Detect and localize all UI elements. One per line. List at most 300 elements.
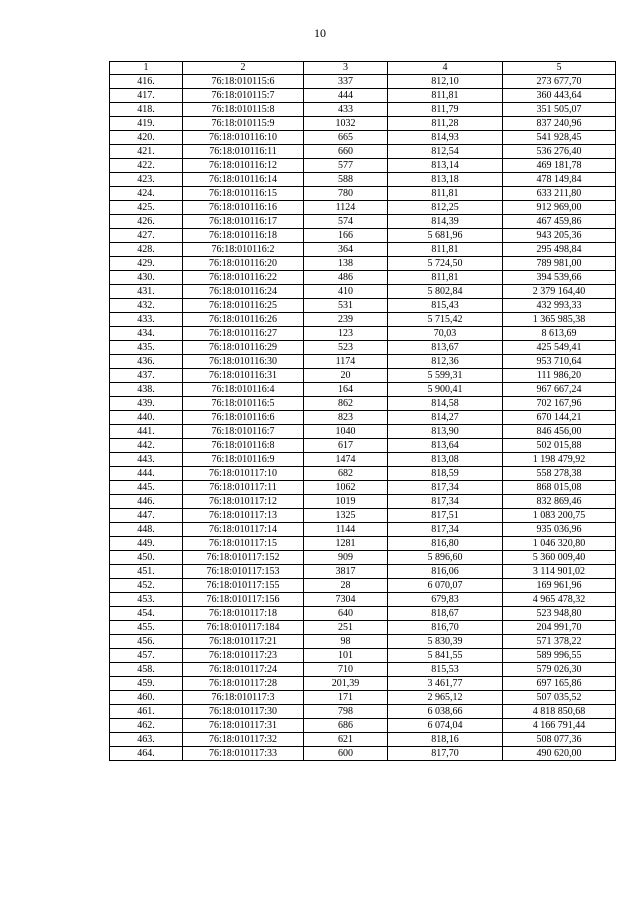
area-cell: 123 xyxy=(304,327,388,341)
row-number-cell: 429. xyxy=(110,257,183,271)
cadastral-number-cell: 76:18:010117:23 xyxy=(183,649,304,663)
cadastral-number-cell: 76:18:010117:21 xyxy=(183,635,304,649)
table-row xyxy=(110,593,616,607)
area-cell: 686 xyxy=(304,719,388,733)
area-cell: 640 xyxy=(304,607,388,621)
rate-cell: 817,34 xyxy=(388,481,503,495)
rate-cell: 813,67 xyxy=(388,341,503,355)
rate-cell: 817,70 xyxy=(388,747,503,761)
area-cell: 798 xyxy=(304,705,388,719)
rate-cell: 5 599,31 xyxy=(388,369,503,383)
row-number-cell: 446. xyxy=(110,495,183,509)
area-cell: 251 xyxy=(304,621,388,635)
area-cell: 1124 xyxy=(304,201,388,215)
cadastral-number-cell: 76:18:010116:15 xyxy=(183,187,304,201)
cadastral-number-cell: 76:18:010116:20 xyxy=(183,257,304,271)
table-row xyxy=(110,649,616,663)
value-cell: 360 443,64 xyxy=(503,89,616,103)
cadastral-number-cell: 76:18:010116:10 xyxy=(183,131,304,145)
value-cell: 953 710,64 xyxy=(503,355,616,369)
table-row xyxy=(110,215,616,229)
row-number-cell: 447. xyxy=(110,509,183,523)
row-number-cell: 443. xyxy=(110,453,183,467)
rate-cell: 2 965,12 xyxy=(388,691,503,705)
column-header-1: 1 xyxy=(110,62,183,75)
row-number-cell: 420. xyxy=(110,131,183,145)
rate-cell: 5 896,60 xyxy=(388,551,503,565)
rate-cell: 815,43 xyxy=(388,299,503,313)
row-number-cell: 442. xyxy=(110,439,183,453)
area-cell: 780 xyxy=(304,187,388,201)
table-row xyxy=(110,425,616,439)
table-row xyxy=(110,677,616,691)
rate-cell: 815,53 xyxy=(388,663,503,677)
value-cell: 351 505,07 xyxy=(503,103,616,117)
rate-cell: 70,03 xyxy=(388,327,503,341)
cadastral-number-cell: 76:18:010116:18 xyxy=(183,229,304,243)
value-cell: 8 613,69 xyxy=(503,327,616,341)
area-cell: 239 xyxy=(304,313,388,327)
value-cell: 169 961,96 xyxy=(503,579,616,593)
area-cell: 1032 xyxy=(304,117,388,131)
area-cell: 1174 xyxy=(304,355,388,369)
value-cell: 4 166 791,44 xyxy=(503,719,616,733)
value-cell: 837 240,96 xyxy=(503,117,616,131)
table-row xyxy=(110,663,616,677)
row-number-cell: 448. xyxy=(110,523,183,537)
area-cell: 574 xyxy=(304,215,388,229)
value-cell: 912 969,00 xyxy=(503,201,616,215)
rate-cell: 816,06 xyxy=(388,565,503,579)
value-cell: 5 360 009,40 xyxy=(503,551,616,565)
row-number-cell: 459. xyxy=(110,677,183,691)
table-row xyxy=(110,187,616,201)
cadastral-number-cell: 76:18:010117:30 xyxy=(183,705,304,719)
table-row xyxy=(110,481,616,495)
area-cell: 577 xyxy=(304,159,388,173)
rate-cell: 811,79 xyxy=(388,103,503,117)
area-cell: 98 xyxy=(304,635,388,649)
table-row xyxy=(110,131,616,145)
row-number-cell: 437. xyxy=(110,369,183,383)
cadastral-number-cell: 76:18:010116:12 xyxy=(183,159,304,173)
cadastral-number-cell: 76:18:010117:14 xyxy=(183,523,304,537)
area-cell: 1062 xyxy=(304,481,388,495)
cadastral-number-cell: 76:18:010116:11 xyxy=(183,145,304,159)
value-cell: 425 549,41 xyxy=(503,341,616,355)
row-number-cell: 441. xyxy=(110,425,183,439)
value-cell: 536 276,40 xyxy=(503,145,616,159)
cadastral-number-cell: 76:18:010117:153 xyxy=(183,565,304,579)
area-cell: 7304 xyxy=(304,593,388,607)
data-table xyxy=(109,61,616,761)
cadastral-number-cell: 76:18:010117:12 xyxy=(183,495,304,509)
area-cell: 862 xyxy=(304,397,388,411)
cadastral-number-cell: 76:18:010116:25 xyxy=(183,299,304,313)
cadastral-number-cell: 76:18:010116:6 xyxy=(183,411,304,425)
rate-cell: 813,90 xyxy=(388,425,503,439)
table-row xyxy=(110,201,616,215)
cadastral-number-cell: 76:18:010116:26 xyxy=(183,313,304,327)
rate-cell: 811,81 xyxy=(388,89,503,103)
cadastral-number-cell: 76:18:010116:30 xyxy=(183,355,304,369)
rate-cell: 3 461,77 xyxy=(388,677,503,691)
table-row xyxy=(110,537,616,551)
value-cell: 1 365 985,38 xyxy=(503,313,616,327)
area-cell: 3817 xyxy=(304,565,388,579)
value-cell: 478 149,84 xyxy=(503,173,616,187)
value-cell: 541 928,45 xyxy=(503,131,616,145)
value-cell: 394 539,66 xyxy=(503,271,616,285)
rate-cell: 813,14 xyxy=(388,159,503,173)
rate-cell: 6 070,07 xyxy=(388,579,503,593)
rate-cell: 5 681,96 xyxy=(388,229,503,243)
table-row xyxy=(110,341,616,355)
table-row xyxy=(110,509,616,523)
row-number-cell: 421. xyxy=(110,145,183,159)
table-row xyxy=(110,89,616,103)
rate-cell: 818,59 xyxy=(388,467,503,481)
area-cell: 1040 xyxy=(304,425,388,439)
row-number-cell: 464. xyxy=(110,747,183,761)
table-row xyxy=(110,467,616,481)
table-row xyxy=(110,719,616,733)
cadastral-number-cell: 76:18:010116:16 xyxy=(183,201,304,215)
table-row xyxy=(110,551,616,565)
table-row xyxy=(110,733,616,747)
area-cell: 1019 xyxy=(304,495,388,509)
rate-cell: 679,83 xyxy=(388,593,503,607)
rate-cell: 6 038,66 xyxy=(388,705,503,719)
rate-cell: 811,81 xyxy=(388,187,503,201)
rate-cell: 814,58 xyxy=(388,397,503,411)
row-number-cell: 456. xyxy=(110,635,183,649)
cadastral-number-cell: 76:18:010116:14 xyxy=(183,173,304,187)
area-cell: 28 xyxy=(304,579,388,593)
table-row xyxy=(110,747,616,761)
value-cell: 558 278,38 xyxy=(503,467,616,481)
row-number-cell: 458. xyxy=(110,663,183,677)
cadastral-number-cell: 76:18:010117:18 xyxy=(183,607,304,621)
area-cell: 171 xyxy=(304,691,388,705)
table-row xyxy=(110,243,616,257)
table-row xyxy=(110,285,616,299)
row-number-cell: 462. xyxy=(110,719,183,733)
value-cell: 1 198 479,92 xyxy=(503,453,616,467)
table-row xyxy=(110,229,616,243)
rate-cell: 812,10 xyxy=(388,75,503,89)
value-cell: 943 205,36 xyxy=(503,229,616,243)
area-cell: 201,39 xyxy=(304,677,388,691)
table-row xyxy=(110,355,616,369)
table-row xyxy=(110,691,616,705)
value-cell: 1 083 200,75 xyxy=(503,509,616,523)
cadastral-number-cell: 76:18:010117:24 xyxy=(183,663,304,677)
value-cell: 507 035,52 xyxy=(503,691,616,705)
table-row xyxy=(110,271,616,285)
table-row xyxy=(110,523,616,537)
cadastral-number-cell: 76:18:010115:8 xyxy=(183,103,304,117)
value-cell: 935 036,96 xyxy=(503,523,616,537)
cadastral-number-cell: 76:18:010117:32 xyxy=(183,733,304,747)
table-row xyxy=(110,75,616,89)
table-row xyxy=(110,313,616,327)
cadastral-number-cell: 76:18:010117:31 xyxy=(183,719,304,733)
table-row xyxy=(110,145,616,159)
value-cell: 670 144,21 xyxy=(503,411,616,425)
cadastral-number-cell: 76:18:010116:5 xyxy=(183,397,304,411)
table-row xyxy=(110,565,616,579)
table-row xyxy=(110,397,616,411)
cadastral-number-cell: 76:18:010115:9 xyxy=(183,117,304,131)
cadastral-number-cell: 76:18:010117:3 xyxy=(183,691,304,705)
area-cell: 823 xyxy=(304,411,388,425)
value-cell: 633 211,80 xyxy=(503,187,616,201)
cadastral-number-cell: 76:18:010116:9 xyxy=(183,453,304,467)
row-number-cell: 457. xyxy=(110,649,183,663)
cadastral-number-cell: 76:18:010117:152 xyxy=(183,551,304,565)
area-cell: 682 xyxy=(304,467,388,481)
table-row xyxy=(110,635,616,649)
value-cell: 204 991,70 xyxy=(503,621,616,635)
row-number-cell: 419. xyxy=(110,117,183,131)
value-cell: 3 114 901,02 xyxy=(503,565,616,579)
table-row xyxy=(110,579,616,593)
rate-cell: 816,70 xyxy=(388,621,503,635)
table-row xyxy=(110,495,616,509)
value-cell: 469 181,78 xyxy=(503,159,616,173)
row-number-cell: 450. xyxy=(110,551,183,565)
cadastral-number-cell: 76:18:010117:184 xyxy=(183,621,304,635)
value-cell: 4 965 478,32 xyxy=(503,593,616,607)
table-row xyxy=(110,159,616,173)
table-row xyxy=(110,607,616,621)
area-cell: 617 xyxy=(304,439,388,453)
cadastral-number-cell: 76:18:010117:155 xyxy=(183,579,304,593)
rate-cell: 5 802,84 xyxy=(388,285,503,299)
value-cell: 846 456,00 xyxy=(503,425,616,439)
area-cell: 710 xyxy=(304,663,388,677)
value-cell: 2 379 164,40 xyxy=(503,285,616,299)
rate-cell: 817,51 xyxy=(388,509,503,523)
row-number-cell: 452. xyxy=(110,579,183,593)
cadastral-number-cell: 76:18:010117:13 xyxy=(183,509,304,523)
row-number-cell: 440. xyxy=(110,411,183,425)
column-header-2: 2 xyxy=(183,62,304,75)
rate-cell: 816,80 xyxy=(388,537,503,551)
value-cell: 571 378,22 xyxy=(503,635,616,649)
value-cell: 502 015,88 xyxy=(503,439,616,453)
rate-cell: 5 724,50 xyxy=(388,257,503,271)
value-cell: 508 077,36 xyxy=(503,733,616,747)
cadastral-number-cell: 76:18:010115:7 xyxy=(183,89,304,103)
value-cell: 432 993,33 xyxy=(503,299,616,313)
table-row xyxy=(110,117,616,131)
area-cell: 486 xyxy=(304,271,388,285)
rate-cell: 813,64 xyxy=(388,439,503,453)
rate-cell: 5 841,55 xyxy=(388,649,503,663)
rate-cell: 813,08 xyxy=(388,453,503,467)
rate-cell: 6 074,04 xyxy=(388,719,503,733)
rate-cell: 817,34 xyxy=(388,523,503,537)
area-cell: 337 xyxy=(304,75,388,89)
value-cell: 702 167,96 xyxy=(503,397,616,411)
area-cell: 364 xyxy=(304,243,388,257)
area-cell: 101 xyxy=(304,649,388,663)
row-number-cell: 453. xyxy=(110,593,183,607)
row-number-cell: 438. xyxy=(110,383,183,397)
row-number-cell: 417. xyxy=(110,89,183,103)
row-number-cell: 434. xyxy=(110,327,183,341)
value-cell: 832 869,46 xyxy=(503,495,616,509)
area-cell: 20 xyxy=(304,369,388,383)
row-number-cell: 416. xyxy=(110,75,183,89)
value-cell: 4 818 850,68 xyxy=(503,705,616,719)
row-number-cell: 454. xyxy=(110,607,183,621)
rate-cell: 811,81 xyxy=(388,271,503,285)
rate-cell: 814,39 xyxy=(388,215,503,229)
table-row xyxy=(110,369,616,383)
area-cell: 665 xyxy=(304,131,388,145)
rate-cell: 811,81 xyxy=(388,243,503,257)
area-cell: 531 xyxy=(304,299,388,313)
value-cell: 295 498,84 xyxy=(503,243,616,257)
value-cell: 490 620,00 xyxy=(503,747,616,761)
row-number-cell: 428. xyxy=(110,243,183,257)
row-number-cell: 435. xyxy=(110,341,183,355)
table-row xyxy=(110,705,616,719)
cadastral-number-cell: 76:18:010116:27 xyxy=(183,327,304,341)
area-cell: 523 xyxy=(304,341,388,355)
column-header-5: 5 xyxy=(503,62,616,75)
row-number-cell: 433. xyxy=(110,313,183,327)
value-cell: 1 046 320,80 xyxy=(503,537,616,551)
table-row xyxy=(110,103,616,117)
cadastral-number-cell: 76:18:010116:22 xyxy=(183,271,304,285)
area-cell: 621 xyxy=(304,733,388,747)
row-number-cell: 445. xyxy=(110,481,183,495)
value-cell: 967 667,24 xyxy=(503,383,616,397)
cadastral-number-cell: 76:18:010117:11 xyxy=(183,481,304,495)
row-number-cell: 426. xyxy=(110,215,183,229)
cadastral-number-cell: 76:18:010117:33 xyxy=(183,747,304,761)
value-cell: 111 986,20 xyxy=(503,369,616,383)
area-cell: 433 xyxy=(304,103,388,117)
value-cell: 467 459,86 xyxy=(503,215,616,229)
value-cell: 579 026,30 xyxy=(503,663,616,677)
cadastral-number-cell: 76:18:010117:10 xyxy=(183,467,304,481)
row-number-cell: 439. xyxy=(110,397,183,411)
rate-cell: 818,67 xyxy=(388,607,503,621)
area-cell: 1144 xyxy=(304,523,388,537)
rate-cell: 817,34 xyxy=(388,495,503,509)
area-cell: 444 xyxy=(304,89,388,103)
table-row xyxy=(110,439,616,453)
page-number: 10 xyxy=(314,26,326,40)
area-cell: 166 xyxy=(304,229,388,243)
area-cell: 909 xyxy=(304,551,388,565)
row-number-cell: 461. xyxy=(110,705,183,719)
value-cell: 589 996,55 xyxy=(503,649,616,663)
area-cell: 1474 xyxy=(304,453,388,467)
area-cell: 660 xyxy=(304,145,388,159)
table-row xyxy=(110,299,616,313)
table-row xyxy=(110,327,616,341)
cadastral-number-cell: 76:18:010116:2 xyxy=(183,243,304,257)
row-number-cell: 460. xyxy=(110,691,183,705)
row-number-cell: 427. xyxy=(110,229,183,243)
row-number-cell: 455. xyxy=(110,621,183,635)
rate-cell: 812,25 xyxy=(388,201,503,215)
row-number-cell: 451. xyxy=(110,565,183,579)
row-number-cell: 430. xyxy=(110,271,183,285)
row-number-cell: 449. xyxy=(110,537,183,551)
row-number-cell: 418. xyxy=(110,103,183,117)
row-number-cell: 422. xyxy=(110,159,183,173)
rate-cell: 818,16 xyxy=(388,733,503,747)
rate-cell: 812,36 xyxy=(388,355,503,369)
area-cell: 138 xyxy=(304,257,388,271)
cadastral-number-cell: 76:18:010115:6 xyxy=(183,75,304,89)
row-number-cell: 432. xyxy=(110,299,183,313)
table-row xyxy=(110,621,616,635)
area-cell: 1325 xyxy=(304,509,388,523)
cadastral-number-cell: 76:18:010117:15 xyxy=(183,537,304,551)
rate-cell: 811,28 xyxy=(388,117,503,131)
value-cell: 523 948,80 xyxy=(503,607,616,621)
area-cell: 410 xyxy=(304,285,388,299)
cadastral-number-cell: 76:18:010117:156 xyxy=(183,593,304,607)
rate-cell: 5 830,39 xyxy=(388,635,503,649)
value-cell: 697 165,86 xyxy=(503,677,616,691)
table-row xyxy=(110,411,616,425)
rate-cell: 5 900,41 xyxy=(388,383,503,397)
rate-cell: 812,54 xyxy=(388,145,503,159)
area-cell: 164 xyxy=(304,383,388,397)
cadastral-number-cell: 76:18:010116:17 xyxy=(183,215,304,229)
cadastral-number-cell: 76:18:010116:31 xyxy=(183,369,304,383)
table-row xyxy=(110,173,616,187)
row-number-cell: 424. xyxy=(110,187,183,201)
rate-cell: 813,18 xyxy=(388,173,503,187)
cadastral-number-cell: 76:18:010116:4 xyxy=(183,383,304,397)
table-row xyxy=(110,257,616,271)
value-cell: 868 015,08 xyxy=(503,481,616,495)
row-number-cell: 423. xyxy=(110,173,183,187)
row-number-cell: 425. xyxy=(110,201,183,215)
value-cell: 273 677,70 xyxy=(503,75,616,89)
cadastral-number-cell: 76:18:010116:7 xyxy=(183,425,304,439)
cadastral-number-cell: 76:18:010116:8 xyxy=(183,439,304,453)
rate-cell: 814,27 xyxy=(388,411,503,425)
row-number-cell: 436. xyxy=(110,355,183,369)
rate-cell: 5 715,42 xyxy=(388,313,503,327)
row-number-cell: 444. xyxy=(110,467,183,481)
table-header-row xyxy=(110,62,616,75)
cadastral-number-cell: 76:18:010116:24 xyxy=(183,285,304,299)
value-cell: 789 981,00 xyxy=(503,257,616,271)
table-body xyxy=(110,62,616,761)
row-number-cell: 431. xyxy=(110,285,183,299)
cadastral-number-cell: 76:18:010116:29 xyxy=(183,341,304,355)
table-row xyxy=(110,383,616,397)
cadastral-number-cell: 76:18:010117:28 xyxy=(183,677,304,691)
row-number-cell: 463. xyxy=(110,733,183,747)
column-header-4: 4 xyxy=(388,62,503,75)
area-cell: 1281 xyxy=(304,537,388,551)
area-cell: 588 xyxy=(304,173,388,187)
area-cell: 600 xyxy=(304,747,388,761)
